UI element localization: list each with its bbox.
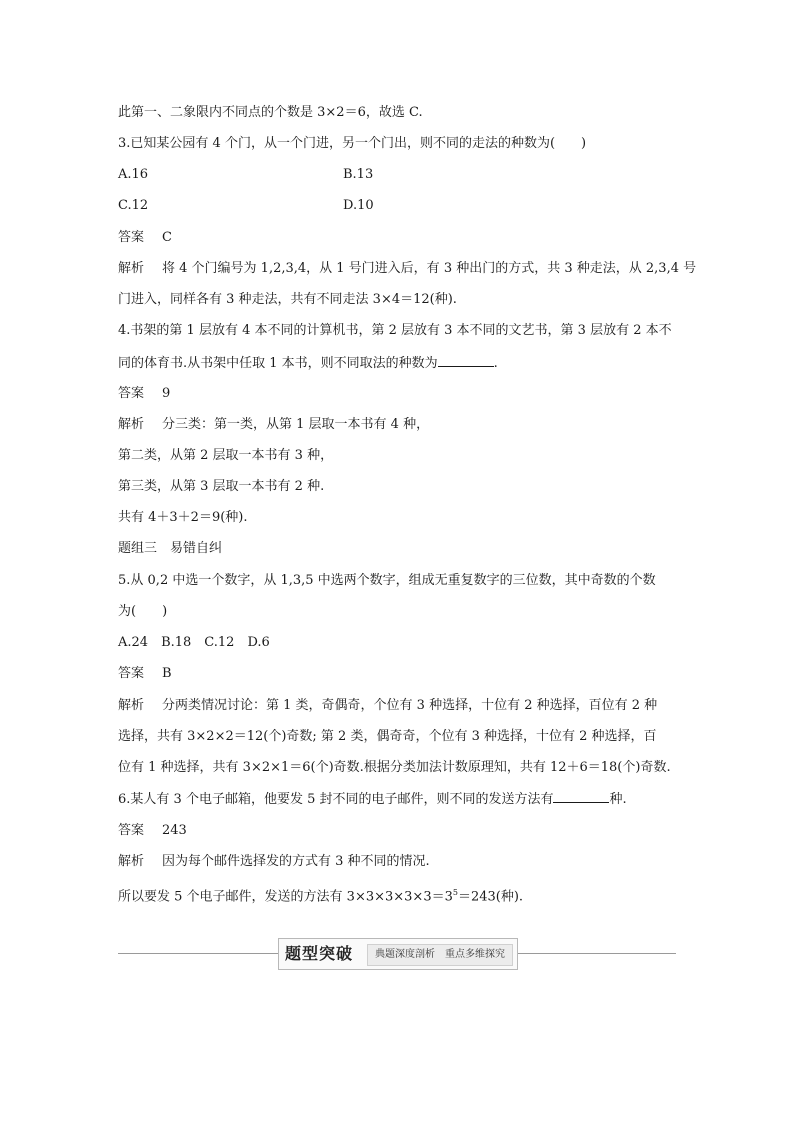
banner-title: 题型突破	[285, 944, 354, 963]
answer-label: 答案	[118, 386, 145, 401]
q5-analysis-line-3: 位有 1 种选择，共有 3×2×1＝6(个)奇数.根据分类加法计数原理知，共有 12＋6＝18(个)奇数.	[118, 760, 671, 775]
analysis-text: 因为每个邮件选择发的方式有 3 种不同的情况.	[162, 854, 430, 869]
analysis-label: 解析	[118, 261, 145, 276]
analysis-text: 分三类：第一类，从第 1 层取一本书有 4 种，	[162, 417, 430, 432]
q4-text: 同的体育书.从书架中任取 1 本书，则不同取法的种数为	[118, 356, 438, 371]
q5-answer	[118, 665, 678, 683]
q5-analysis-line-2: 选择，共有 3×2×2＝12(个)奇数; 第 2 类，偶奇奇，个位有 3 种选择，十位有 2 种选择，百	[118, 729, 657, 744]
analysis-text: 所以要发 5 个电子邮件，发送的方法有 3×3×3×3×3＝3	[118, 889, 453, 905]
question-4-line-2	[118, 354, 678, 373]
banner-divider-right	[518, 953, 676, 954]
answer-label: 答案	[118, 666, 145, 681]
answer-value: 9	[162, 386, 171, 401]
q3-answer	[118, 229, 678, 247]
q3-option-b: B.13	[343, 167, 374, 182]
q3-analysis-line-2: 门进入，同样各有 3 种走法，共有不同走法 3×4＝12(种).	[118, 292, 457, 307]
q3-option-a: A.16	[118, 167, 149, 182]
banner-subtitle: 典题深度剖析 重点多维探究	[367, 944, 513, 966]
fill-blank	[438, 354, 494, 367]
answer-value: C	[162, 230, 172, 245]
analysis-label: 解析	[118, 698, 145, 713]
q5-analysis-line-1	[118, 697, 678, 715]
q5-options: A.24 B.18 C.12 D.6	[118, 635, 270, 650]
banner-box	[278, 938, 518, 970]
question-5-line-2: 为( )	[118, 604, 168, 619]
q6-text: 6.某人有 3 个电子邮箱，他要发 5 封不同的电子邮件，则不同的发送方法有	[118, 792, 554, 807]
q4-analysis-line-4: 共有 4＋3＋2＝9(种).	[118, 510, 248, 525]
q3-analysis-line-1	[118, 260, 697, 278]
q6-analysis-line-2	[118, 884, 678, 906]
answer-value: B	[162, 666, 172, 681]
q6-text-end: 种.	[609, 792, 627, 807]
q4-answer	[118, 385, 678, 403]
analysis-label: 解析	[118, 854, 145, 869]
q4-analysis-line-2: 第二类，从第 2 层取一本书有 3 种，	[118, 448, 334, 463]
q6-analysis-line-1	[118, 853, 678, 871]
answer-label: 答案	[118, 230, 145, 245]
question-5-line-1: 5.从 0,2 中选一个数字，从 1,3,5 中选两个数字，组成无重复数字的三位数，其中奇数的个数	[118, 573, 656, 588]
group-heading: 题组三 易错自纠	[118, 541, 223, 556]
fill-blank	[553, 790, 609, 803]
question-3: 3.已知某公园有 4 个门，从一个门进，另一个门出，则不同的走法的种数为( )	[118, 136, 587, 151]
q3-option-d: D.10	[343, 198, 374, 213]
answer-label: 答案	[118, 823, 145, 838]
answer-value: 243	[162, 823, 187, 838]
section-banner	[118, 938, 676, 970]
q6-answer	[118, 822, 678, 840]
q3-option-c: C.12	[118, 198, 149, 213]
analysis-text: 将 4 个门编号为 1,2,3,4，从 1 号门进入后，有 3 种出门的方式，共 3 种走法，从 2,3,4 号	[162, 261, 697, 276]
exponent: 5	[452, 888, 458, 897]
q4-analysis-line-1	[118, 416, 678, 434]
prev-solution-tail: 此第一、二象限内不同点的个数是 3×2＝6，故选 C.	[118, 105, 423, 120]
question-4-line-1: 4.书架的第 1 层放有 4 本不同的计算机书，第 2 层放有 3 本不同的文艺书，第 3 层放有 2 本不	[118, 323, 672, 338]
analysis-text-end: ＝243(种).	[457, 889, 524, 905]
q4-analysis-line-3: 第三类，从第 3 层取一本书有 2 种.	[118, 479, 325, 494]
analysis-text: 分两类情况讨论：第 1 类，奇偶奇，个位有 3 种选择，十位有 2 种选择，百位有 2 种	[162, 698, 658, 713]
banner-divider-left	[118, 953, 278, 954]
q4-period: .	[493, 356, 498, 371]
analysis-label: 解析	[118, 417, 145, 432]
question-6	[118, 790, 678, 809]
